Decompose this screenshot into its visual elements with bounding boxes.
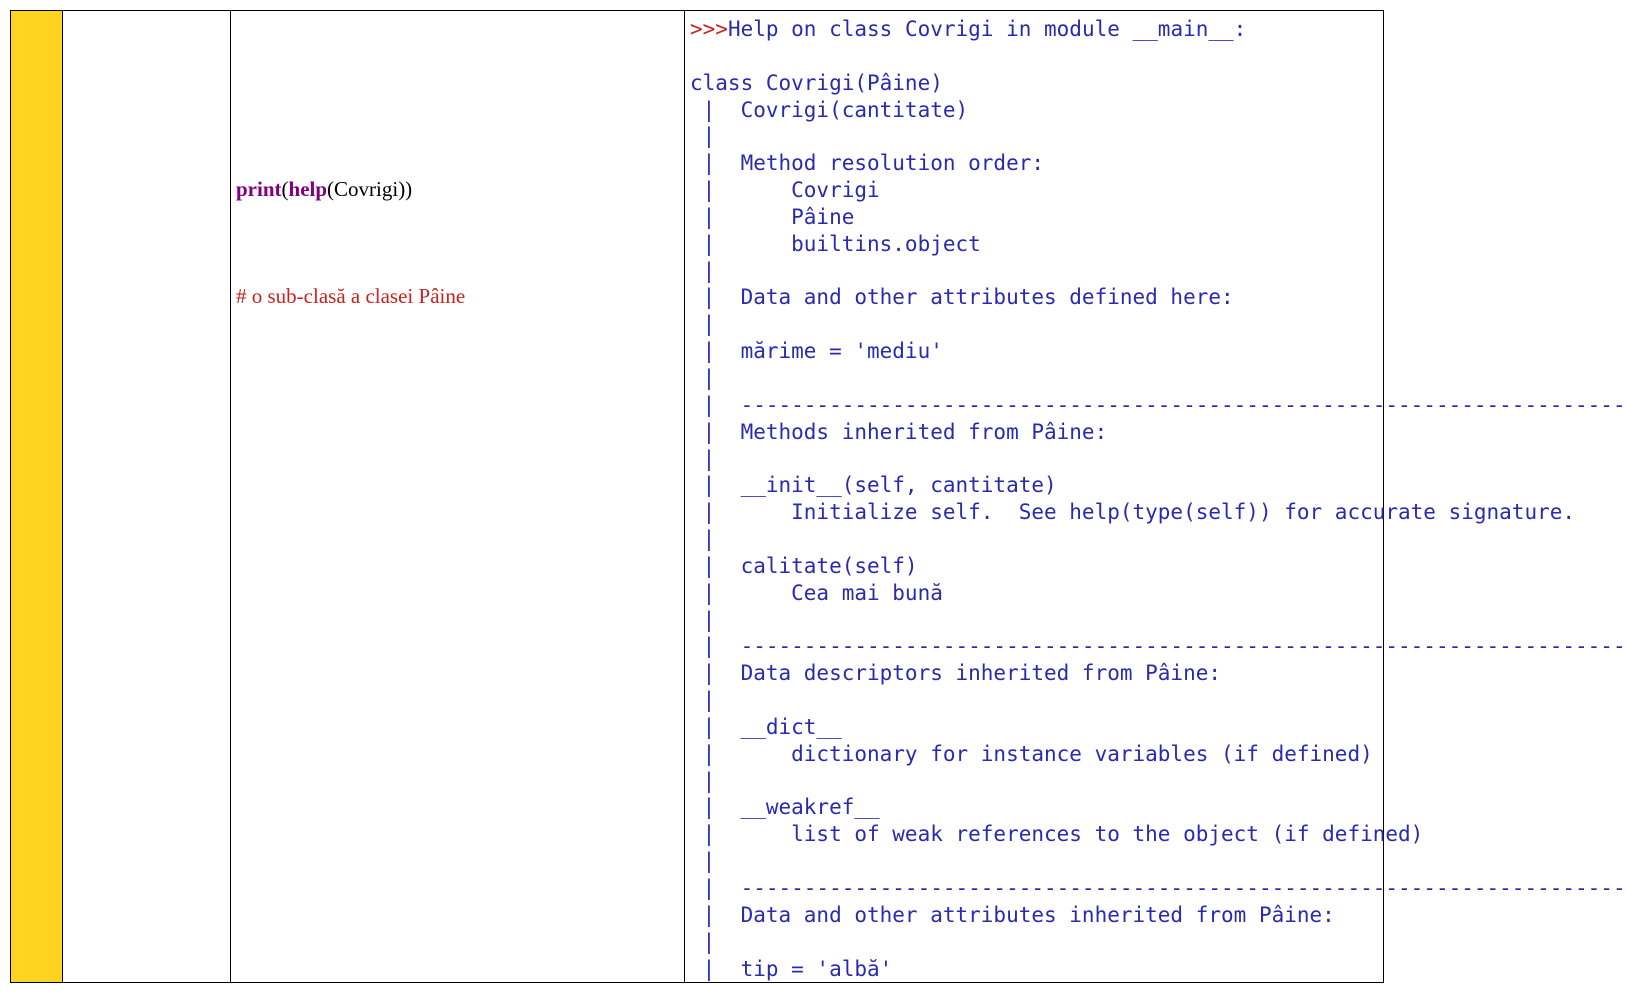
output-line bbox=[690, 848, 1626, 875]
output-line-text: | list of weak references to the object (if defined) bbox=[690, 822, 1424, 847]
output-line bbox=[690, 97, 1626, 124]
output-cell bbox=[685, 11, 1626, 982]
output-line-text: | builtins.object bbox=[690, 231, 981, 256]
output-line bbox=[690, 311, 1626, 338]
highlight-marker-cell bbox=[11, 11, 63, 982]
output-line-text: | ---------------------------------------------------------------------- bbox=[690, 634, 1626, 659]
output-line-text: | bbox=[690, 849, 716, 874]
output-line bbox=[690, 231, 1626, 258]
output-line bbox=[690, 70, 1626, 97]
output-line-text: | Data and other attributes inherited from Pâine: bbox=[690, 902, 1335, 927]
output-line bbox=[690, 875, 1626, 902]
output-line bbox=[690, 741, 1626, 768]
code-print-help-line bbox=[236, 176, 412, 203]
output-line-text: | bbox=[690, 929, 716, 954]
output-line bbox=[690, 284, 1626, 311]
print-keyword: print bbox=[236, 177, 282, 201]
output-line-text: | bbox=[690, 768, 716, 793]
empty-cell bbox=[63, 11, 231, 982]
output-line-text: | Data and other attributes defined here: bbox=[690, 285, 1234, 310]
output-line bbox=[690, 633, 1626, 660]
output-line bbox=[690, 123, 1626, 150]
help-args: (Covrigi)) bbox=[327, 177, 413, 201]
output-line-text: | Covrigi bbox=[690, 178, 880, 203]
output-line bbox=[690, 929, 1626, 956]
output-line-text: | bbox=[690, 365, 716, 390]
output-line-text: | bbox=[690, 688, 716, 713]
output-line bbox=[690, 768, 1626, 795]
output-line-text: | ---------------------------------------------------------------------- bbox=[690, 876, 1626, 900]
output-line-text: Help on class Covrigi in module __main__: bbox=[727, 17, 1247, 41]
output-line bbox=[690, 526, 1626, 553]
output-line bbox=[690, 902, 1626, 929]
output-line bbox=[690, 956, 1626, 983]
output-line bbox=[690, 365, 1626, 392]
code-comment: # o sub-clasă a clasei Pâine bbox=[236, 284, 466, 308]
output-line bbox=[690, 687, 1626, 714]
output-line-text: | Cea mai bună bbox=[690, 580, 943, 605]
output-line bbox=[690, 607, 1626, 634]
output-line-text: | dictionary for instance variables (if defined) bbox=[690, 741, 1373, 766]
output-line-text: | tip = 'albă' bbox=[690, 956, 893, 981]
output-line bbox=[690, 499, 1626, 526]
help-output bbox=[690, 16, 1626, 982]
output-line-text: | __dict__ bbox=[690, 714, 842, 739]
prompt-marker: >>> bbox=[690, 17, 728, 41]
output-line bbox=[690, 472, 1626, 499]
output-line bbox=[690, 150, 1626, 177]
output-line bbox=[690, 794, 1626, 821]
output-line bbox=[690, 446, 1626, 473]
output-line bbox=[690, 714, 1626, 741]
output-line bbox=[690, 580, 1626, 607]
open-paren: ( bbox=[281, 177, 289, 201]
output-line bbox=[690, 16, 1626, 43]
code-table-row bbox=[10, 10, 1626, 983]
output-line-text: | Method resolution order: bbox=[690, 151, 1045, 176]
code-cell bbox=[231, 11, 685, 982]
output-line-text: | Pâine bbox=[690, 204, 855, 229]
output-line-text: | Data descriptors inherited from Pâine: bbox=[690, 661, 1222, 686]
output-line-text: | calitate(self) bbox=[690, 553, 918, 578]
output-line-text: | ---------------------------------------------------------------------- bbox=[690, 392, 1626, 417]
output-line bbox=[690, 204, 1626, 231]
output-line bbox=[690, 553, 1626, 580]
output-line-text: | bbox=[690, 607, 716, 632]
output-line bbox=[690, 821, 1626, 848]
output-line-text: | bbox=[690, 527, 716, 552]
output-line-text: class Covrigi(Pâine) bbox=[690, 70, 943, 95]
output-line bbox=[690, 177, 1626, 204]
output-line-text: | Covrigi(cantitate) bbox=[690, 97, 969, 122]
output-line bbox=[690, 660, 1626, 687]
output-line-text: | __init__(self, cantitate) bbox=[690, 473, 1057, 498]
output-line-text: | bbox=[690, 124, 716, 149]
output-line-text: | bbox=[690, 446, 716, 471]
output-line bbox=[690, 258, 1626, 285]
output-line bbox=[690, 338, 1626, 365]
output-line-text: | mărime = 'mediu' bbox=[690, 339, 943, 364]
output-line-text: | __weakref__ bbox=[690, 795, 880, 820]
output-line-text: | Initialize self. See help(type(self)) for accurate signature. bbox=[690, 500, 1576, 525]
help-keyword: help bbox=[288, 177, 328, 201]
output-line-text: | bbox=[690, 312, 716, 337]
output-line bbox=[690, 43, 1626, 70]
output-line-text: | Methods inherited from Pâine: bbox=[690, 419, 1108, 444]
output-line-text: | bbox=[690, 258, 716, 283]
output-line bbox=[690, 392, 1626, 419]
output-line bbox=[690, 419, 1626, 446]
